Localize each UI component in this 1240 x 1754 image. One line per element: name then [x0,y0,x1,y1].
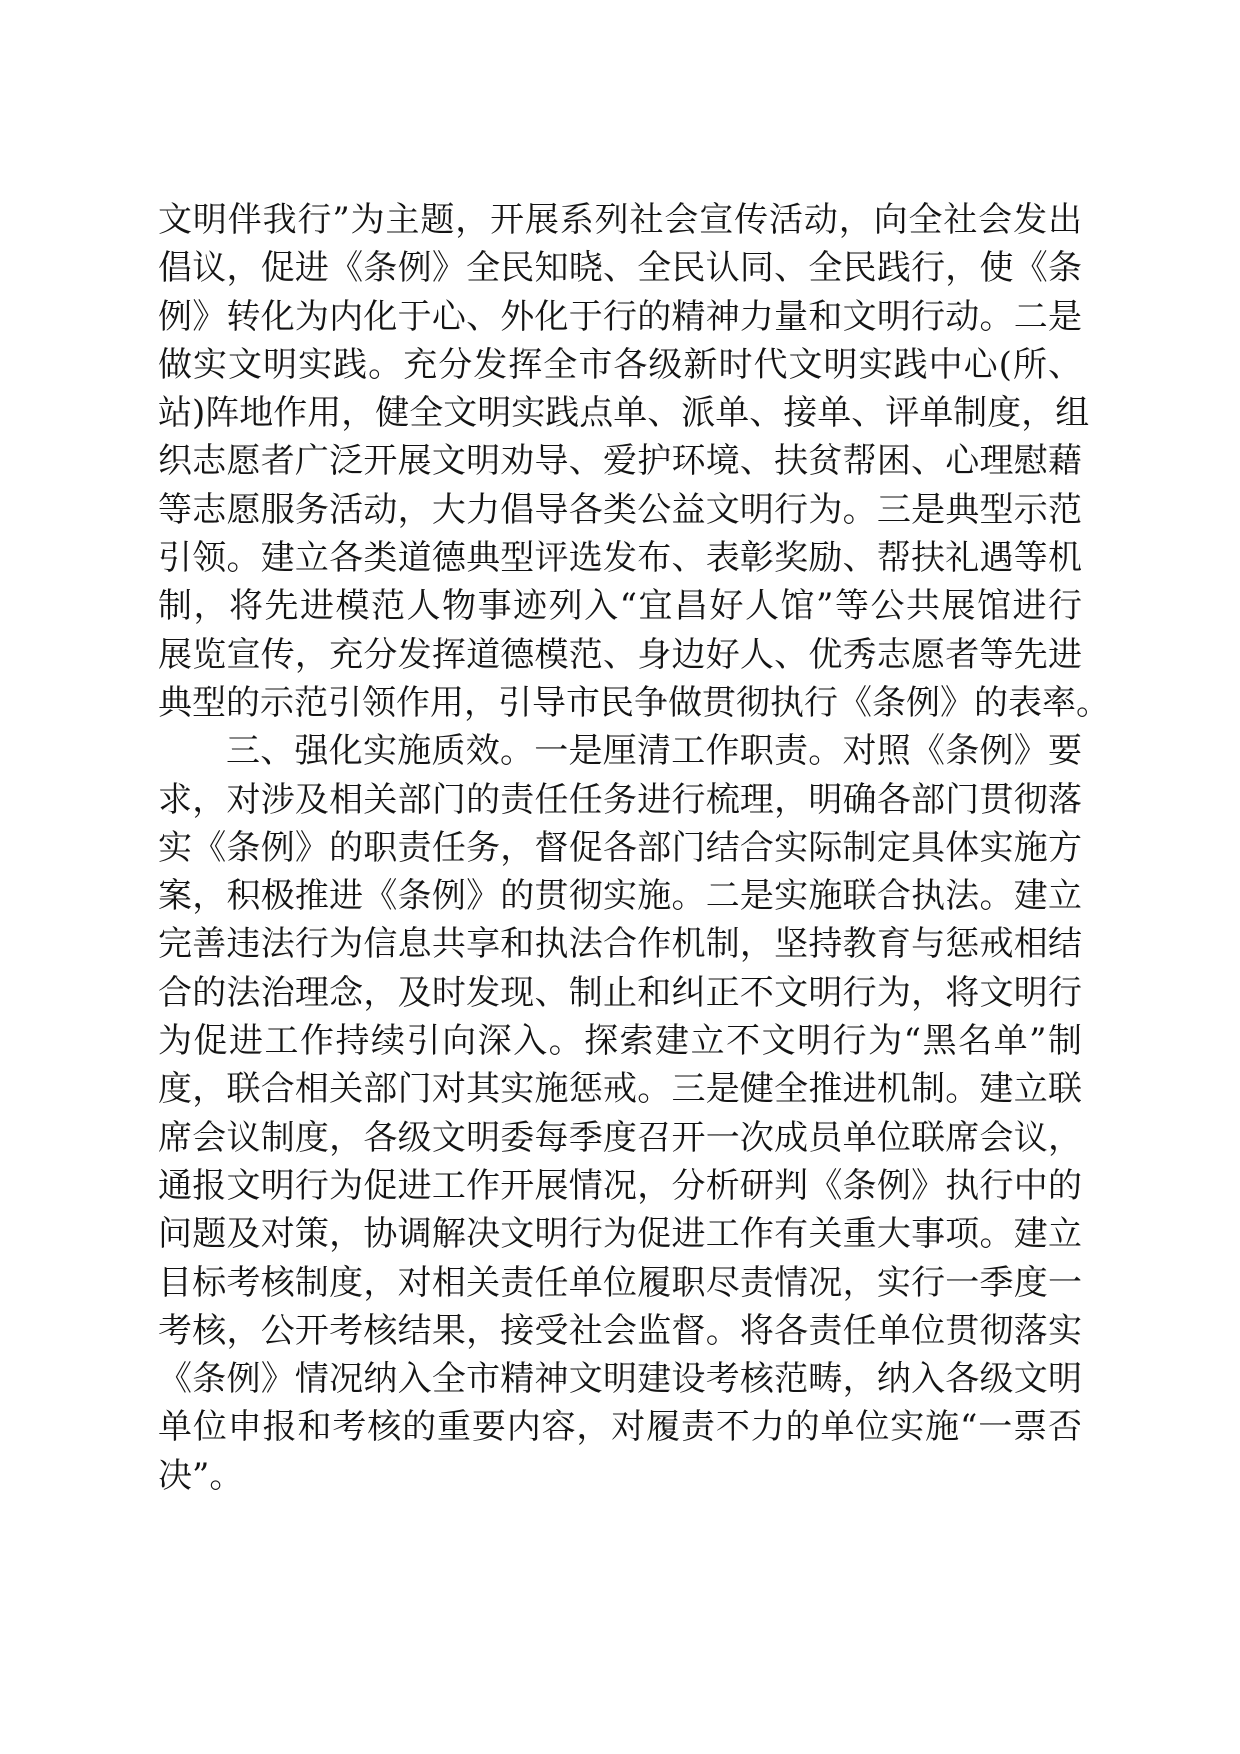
text-line: 倡议，促进《条例》全民知晓、全民认同、全民践行，使《条 [158,248,1082,289]
text-line: 做实文明实践。充分发挥全市各级新时代文明实践中心(所、 [158,344,1082,385]
text-line: 例》转化为内化于心、外化于行的精神力量和文明行动。二是 [158,296,1082,337]
text-line: 展览宣传，充分发挥道德模范、身边好人、优秀志愿者等先进 [158,634,1082,675]
paragraph-start-line: 三、强化实施质效。一是厘清工作职责。对照《条例》要 [226,731,1082,772]
text-line: 《条例》情况纳入全市精神文明建设考核范畴，纳入各级文明 [158,1359,1082,1400]
text-line: 实《条例》的职责任务，督促各部门结合实际制定具体实施方 [158,827,1082,868]
text-line: 站)阵地作用，健全文明实践点单、派单、接单、评单制度，组 [158,393,1090,434]
text-line: 引领。建立各类道德典型评选发布、表彰奖励、帮扶礼遇等机 [158,538,1082,579]
text-line: 求，对涉及相关部门的责任任务进行梳理，明确各部门贯彻落 [158,779,1082,820]
text-line: 等志愿服务活动，大力倡导各类公益文明行为。三是典型示范 [158,489,1082,530]
text-line: 文明伴我行”为主题，开展系列社会宣传活动，向全社会发出 [158,200,1082,240]
text-line: 目标考核制度，对相关责任单位履职尽责情况，实行一季度一 [158,1262,1082,1303]
text-line: 织志愿者广泛开展文明劝导、爱护环境、扶贫帮困、心理慰藉 [158,441,1082,482]
text-line: 单位申报和考核的重要内容，对履责不力的单位实施“一票否 [158,1407,1082,1448]
text-line: 通报文明行为促进工作开展情况，分析研判《条例》执行中的 [158,1165,1082,1206]
body-text [158,196,1110,1500]
text-line: 度，联合相关部门对其实施惩戒。三是健全推进机制。建立联 [158,1069,1082,1110]
text-line: 席会议制度，各级文明委每季度召开一次成员单位联席会议， [158,1117,1082,1158]
text-line: 完善违法行为信息共享和执法合作机制，坚持教育与惩戒相结 [158,924,1082,965]
text-line: 典型的示范引领作用，引导市民争做贯彻执行《条例》的表率。 [158,682,1110,723]
text-line: 为促进工作持续引向深入。探索建立不文明行为“黑名单”制 [158,1021,1082,1062]
text-line: 问题及对策，协调解决文明行为促进工作有关重大事项。建立 [158,1214,1082,1255]
text-line: 合的法治理念，及时发现、制止和纠正不文明行为，将文明行 [158,972,1082,1013]
text-line: 制，将先进模范人物事迹列入“宜昌好人馆”等公共展馆进行 [158,586,1082,627]
text-line: 决”。 [158,1455,244,1496]
text-line: 案，积极推进《条例》的贯彻实施。二是实施联合执法。建立 [158,876,1082,917]
text-line: 考核，公开考核结果，接受社会监督。将各责任单位贯彻落实 [158,1310,1082,1351]
